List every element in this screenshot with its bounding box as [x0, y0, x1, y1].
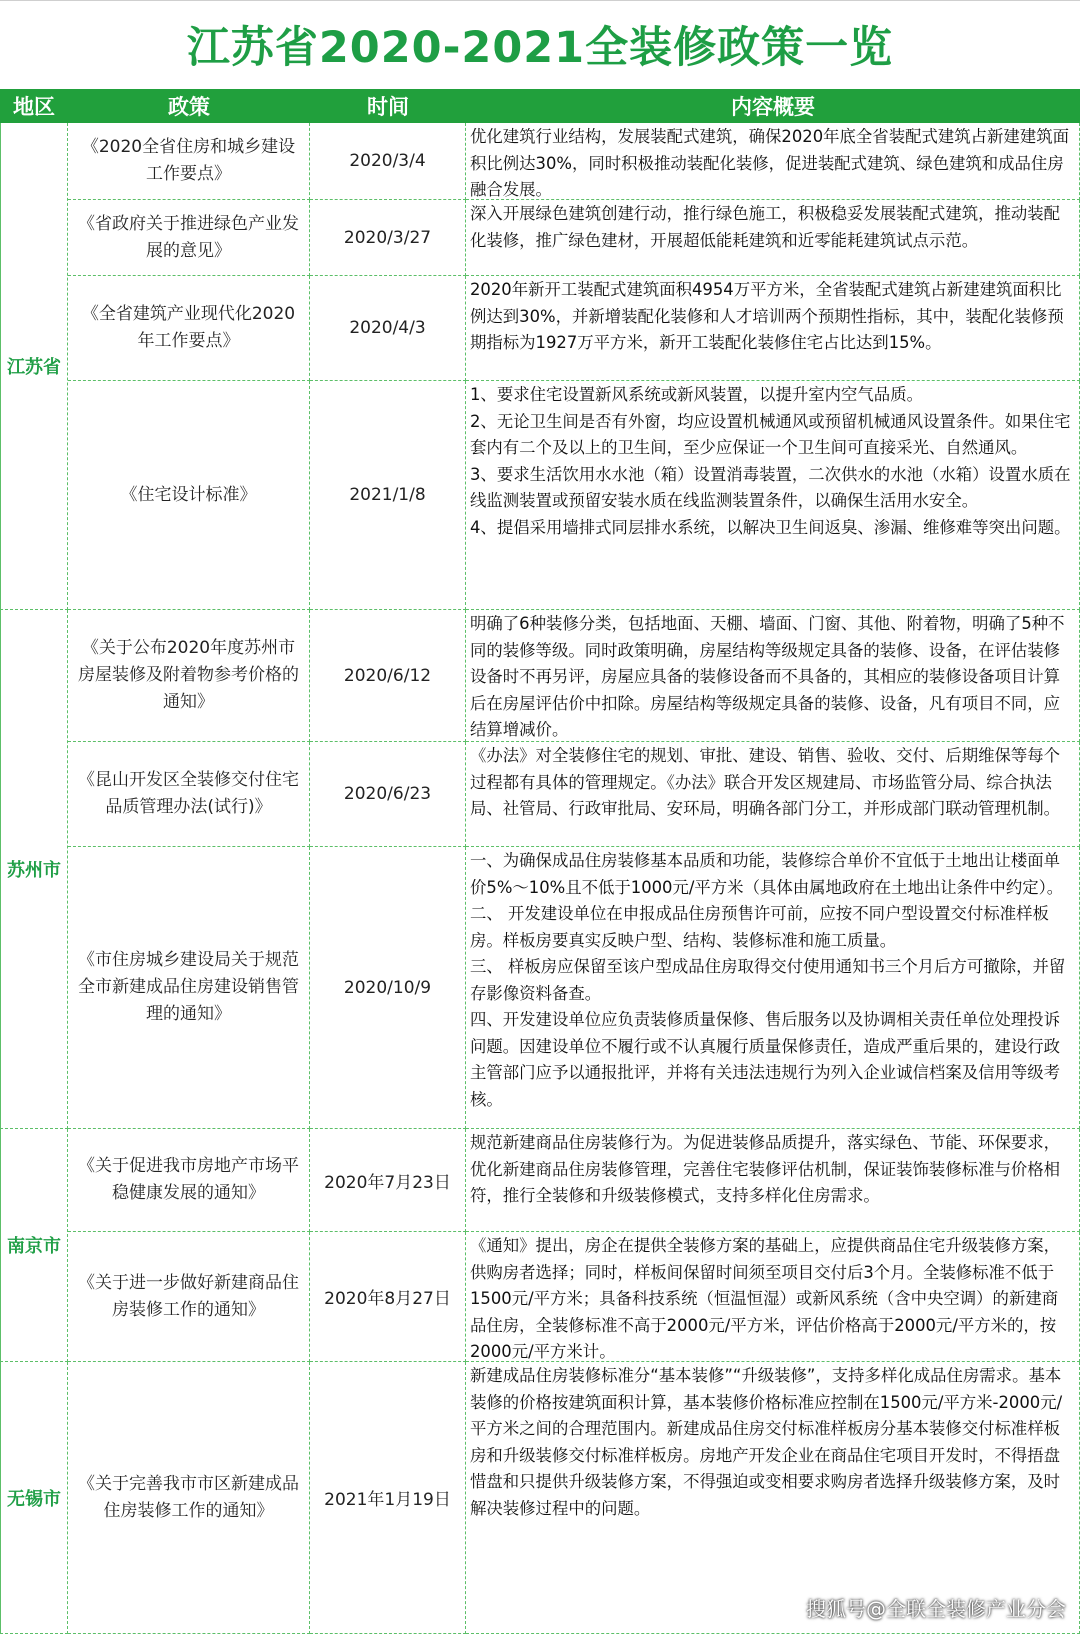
time-cell: 2020/6/23: [310, 742, 466, 847]
time-cell: 2021年1月19日: [310, 1362, 466, 1634]
table-header: [0, 89, 1080, 123]
time-cell: 2020年8月27日: [310, 1232, 466, 1362]
header-policy: 政策: [168, 95, 210, 119]
summary-cell: 新建成品住房装修标准分“基本装修”“升级装修”，支持多样化成品住房需求。基本装修的价格按建筑面积计算，基本装修价格标准应控制在1500元/平方米-2000元/平方米之间的合理范围内。新建成品住房交付标准样板房分基本装修交付标准样板房和升级装修交付标准样板房。房地产开发企业在商品住宅项目开发时，不得捂盘惜盘和只提供升级装修方案，不得强迫或变相要求购房者选择升级装修方案，及时解决装修过程中的问题。: [466, 1362, 1080, 1634]
policy-cell: 《关于进一步做好新建商品住房装修工作的通知》: [68, 1232, 310, 1362]
summary-cell: 2020年新开工装配式建筑面积4954万平方米，全省装配式建筑占新建建筑面积比例达到30%，并新增装配化装修和人才培训两个预期性指标，其中，装配化装修预期指标为1927万平方米，新开工装配化装修住宅占比达到15%。: [466, 276, 1080, 381]
policy-cell: 《省政府关于推进绿色产业发展的意见》: [68, 200, 310, 276]
page-title: 江苏省2020-2021全装修政策一览: [0, 0, 1080, 88]
watermark: 搜狐号@全联全装修产业分会: [806, 1597, 1066, 1621]
summary-cell: 优化建筑行业结构，发展装配式建筑，确保2020年底全省装配式建筑占新建建筑面积比例达30%，同时积极推动装配化装修，促进装配式建筑、绿色建筑和成品住房融合发展。: [466, 123, 1080, 200]
region-cell-jiangsu: 江苏省: [0, 123, 68, 610]
time-cell: 2020/6/12: [310, 610, 466, 742]
time-cell: 2020/3/4: [310, 123, 466, 200]
time-cell: 2020/10/9: [310, 847, 466, 1129]
header-region: 地区: [13, 95, 55, 119]
region-cell-suzhou: 苏州市: [0, 610, 68, 1129]
header-time: 时间: [367, 95, 409, 119]
region-cell-wuxi: 无锡市: [0, 1362, 68, 1634]
summary-cell: 明确了6种装修分类，包括地面、天棚、墙面、门窗、其他、附着物，明确了5种不同的装修等级。同时政策明确，房屋结构等级规定具备的装修、设备，在评估装修设备时不再另评，房屋应具备的装修设备而不具备的，其相应的装修设备项目计算后在房屋评估价中扣除。房屋结构等级规定具备的装修、设备，凡有项目不同，应结算增减价。: [466, 610, 1080, 742]
policy-cell: 《市住房城乡建设局关于规范全市新建成品住房建设销售管理的通知》: [68, 847, 310, 1129]
time-cell: 2021/1/8: [310, 381, 466, 610]
time-cell: 2020年7月23日: [310, 1129, 466, 1232]
policy-cell: 《2020全省住房和城乡建设工作要点》: [68, 123, 310, 200]
summary-cell: 1、要求住宅设置新风系统或新风装置，以提升室内空气品质。 2、无论卫生间是否有外窗，均应设置机械通风或预留机械通风设置条件。如果住宅套内有二个及以上的卫生间，至少应保证一个卫生间可直接采光、自然通风。 3、要求生活饮用水水池（箱）设置消毒装置，二次供水的水池（水箱）设置水质在线监测装置或预留安装水质在线监测装置条件，以确保生活用水安全。 4、提倡采用墙排式同层排水系统，以解决卫生间返臭、渗漏、维修难等突出问题。: [466, 381, 1080, 610]
policy-cell: 《关于完善我市市区新建成品住房装修工作的通知》: [68, 1362, 310, 1634]
summary-cell: 规范新建商品住房装修行为。为促进装修品质提升，落实绿色、节能、环保要求，优化新建商品住房装修管理，完善住宅装修评估机制，保证装饰装修标准与价格相符，推行全装修和升级装修模式，支持多样化住房需求。: [466, 1129, 1080, 1232]
summary-cell: 《通知》提出，房企在提供全装修方案的基础上，应提供商品住宅升级装修方案，供购房者选择；同时，样板间保留时间须至项目交付后3个月。全装修标准不低于1500元/平方米；具备科技系统（恒温恒湿）或新风系统（含中央空调）的新建商品住房，全装修标准不高于2000元/平方米，评估价格高于2000元/平方米的，按2000元/平方米计。: [466, 1232, 1080, 1362]
policy-cell: 《住宅设计标准》: [68, 381, 310, 610]
policy-cell: 《关于公布2020年度苏州市房屋装修及附着物参考价格的通知》: [68, 610, 310, 742]
policy-cell: 《全省建筑产业现代化2020年工作要点》: [68, 276, 310, 381]
policy-table: [0, 123, 1080, 1634]
policy-cell: 《昆山开发区全装修交付住宅品质管理办法(试行)》: [68, 742, 310, 847]
header-summary: 内容概要: [731, 95, 815, 119]
time-cell: 2020/3/27: [310, 200, 466, 276]
summary-cell: 《办法》对全装修住宅的规划、审批、建设、销售、验收、交付、后期维保等每个过程都有具体的管理规定。《办法》联合开发区规建局、市场监管分局、综合执法局、社管局、行政审批局、安环局，明确各部门分工，并形成部门联动管理机制。: [466, 742, 1080, 847]
time-cell: 2020/4/3: [310, 276, 466, 381]
summary-cell: 深入开展绿色建筑创建行动，推行绿色施工，积极稳妥发展装配式建筑，推动装配化装修，推广绿色建材，开展超低能耗建筑和近零能耗建筑试点示范。: [466, 200, 1080, 276]
region-cell-nanjing: 南京市: [0, 1129, 68, 1362]
summary-cell: 一、为确保成品住房装修基本品质和功能，装修综合单价不宜低于土地出让楼面单价5%～10%且不低于1000元/平方米（具体由属地政府在土地出让条件中约定）。 二、 开发建设单位在申报成品住房预售许可前，应按不同户型设置交付标准样板房。样板房要真实反映户型、结构、装修标准和施工质量。 三、 样板房应保留至该户型成品住房取得交付使用通知书三个月后方可撤除，并留存影像资料备查。 四、开发建设单位应负责装修质量保修、售后服务以及协调相关责任单位处理投诉问题。因建设单位不履行或不认真履行质量保修责任，造成严重后果的，建设行政主管部门应予以通报批评，并将有关违法违规行为列入企业诚信档案及信用等级考核。: [466, 847, 1080, 1129]
policy-cell: 《关于促进我市房地产市场平稳健康发展的通知》: [68, 1129, 310, 1232]
